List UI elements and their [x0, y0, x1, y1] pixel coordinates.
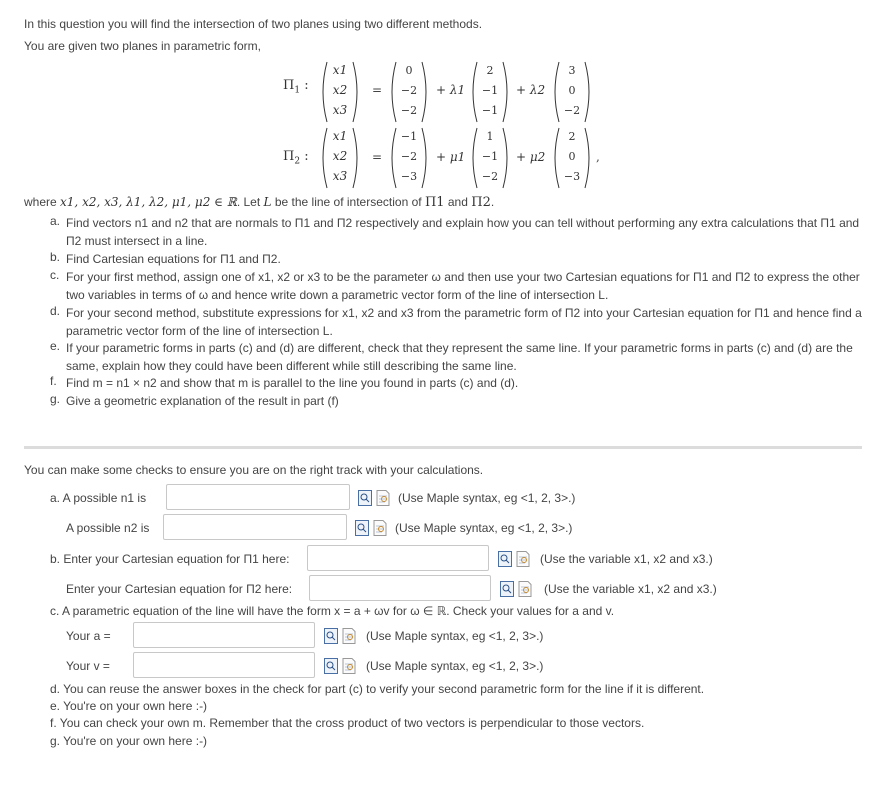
vec-entry: −1: [481, 104, 499, 117]
vec-entry: x1: [332, 63, 348, 77]
preview-icon[interactable]: [324, 658, 338, 674]
preview-icon[interactable]: [498, 551, 512, 567]
check-a-n1-label: a. A possible n1 is: [50, 491, 147, 505]
check-b-p1-label: b. Enter your Cartesian equation for Π1 here:: [50, 552, 290, 566]
p2-dir2-vector: [552, 127, 592, 189]
check-c-a-label: Your a =: [66, 629, 111, 643]
hint-maple-3: (Use Maple syntax, eg <1, 2, 3>.): [366, 629, 544, 643]
cartesian-2-input[interactable]: [309, 575, 491, 601]
check-e-text: e. You're on your own here :-): [50, 699, 208, 713]
part-g-label: g.: [50, 392, 61, 406]
where-line: where x1, x2, x3, λ1, λ2, μ1, μ2 ∈ ℝ. Let L be the line of intersection of Π1 and Π2.: [24, 195, 495, 210]
vec-entry: 2: [486, 64, 494, 77]
part-d-label: d.: [50, 304, 61, 318]
vec-entry: −3: [400, 170, 418, 183]
section-divider: [24, 446, 862, 449]
check-b-p2-label: Enter your Cartesian equation for Π2 here:: [66, 582, 293, 596]
vec-entry: x2: [332, 83, 348, 97]
part-c-text: For your first method, assign one of x1, x2 or x3 to be the parameter ω and then use your two Cartesian equations for Π1 and Π2 to express the other two variables in terms of ω and hence write down a parametric vector form of the line of intersection L.: [66, 270, 860, 302]
syntax-help-icon[interactable]: [373, 520, 387, 536]
part-f-text: Find m = n1 × n2 and show that m is parallel to the line you found in parts (c) and (d).: [66, 376, 519, 390]
equals-sign: =: [372, 150, 383, 164]
p1-x-vector: [320, 61, 360, 123]
p1-dir2-vector: [552, 61, 592, 123]
paren-shape: [552, 127, 592, 189]
p2-x-vector: [320, 127, 360, 189]
plane-2-label: $\Pi_2$ :: [283, 149, 309, 167]
part-e-text: If your parametric forms in parts (c) and (d) are different, check that they represent the same line. If your parametric forms in parts (c) and (d) are the same, explain how they could have been different while still describing the same line.: [66, 341, 853, 373]
preview-icon[interactable]: [500, 581, 514, 597]
equals-sign: =: [372, 83, 383, 97]
syntax-help-icon[interactable]: [516, 551, 530, 567]
paren-shape: [320, 127, 360, 189]
vec-entry: x1: [332, 129, 348, 143]
p2-param1: + μ1: [436, 150, 466, 164]
trailing-comma: ,: [596, 150, 600, 164]
vec-entry: −3: [563, 170, 581, 183]
hint-maple-4: (Use Maple syntax, eg <1, 2, 3>.): [366, 659, 544, 673]
part-a-text: Find vectors n1 and n2 that are normals to Π1 and Π2 respectively and explain how you can tell without performing any extra calculations that Π1 and Π2 must intersect in a line.: [66, 216, 860, 248]
part-a-label: a.: [50, 214, 61, 228]
hint-maple-1: (Use Maple syntax, eg <1, 2, 3>.): [398, 491, 576, 505]
part-b-text: Find Cartesian equations for Π1 and Π2.: [66, 252, 281, 266]
paren-shape: [552, 61, 592, 123]
paren-shape: [389, 61, 429, 123]
n2-input[interactable]: [163, 514, 347, 540]
checks-intro: You can make some checks to ensure you are on the right track with your calculations.: [24, 463, 484, 477]
n1-input[interactable]: [166, 484, 350, 510]
part-g-text: Give a geometric explanation of the result in part (f): [66, 394, 339, 408]
part-b-label: b.: [50, 250, 61, 264]
vec-entry: 3: [568, 64, 576, 77]
check-f-text: f. You can check your own m. Remember that the cross product of two vectors is perpendicular to those vectors.: [50, 716, 645, 730]
syntax-help-icon[interactable]: [342, 658, 356, 674]
p1-dir1-vector: [470, 61, 510, 123]
vec-entry: 0: [568, 84, 576, 97]
intro-line-1: In this question you will find the intersection of two planes using two different methods.: [24, 17, 483, 31]
vec-entry: −2: [400, 104, 418, 117]
vec-entry: x2: [332, 149, 348, 163]
vec-entry: −1: [481, 150, 499, 163]
vec-entry: −2: [400, 84, 418, 97]
v-vector-input[interactable]: [133, 652, 315, 678]
part-c-label: c.: [50, 268, 60, 282]
intro-line-2: You are given two planes in parametric form,: [24, 39, 262, 53]
cartesian-1-input[interactable]: [307, 545, 489, 571]
vec-entry: −1: [400, 130, 418, 143]
paren-shape: [389, 127, 429, 189]
preview-icon[interactable]: [358, 490, 372, 506]
check-d-text: d. You can reuse the answer boxes in the check for part (c) to verify your second parametric form for the line if it is different.: [50, 682, 705, 696]
preview-icon[interactable]: [355, 520, 369, 536]
vec-entry: −1: [481, 84, 499, 97]
vec-entry: x3: [332, 169, 348, 183]
p1-point-vector: [389, 61, 429, 123]
p1-param1: + λ1: [436, 83, 466, 97]
syntax-help-icon[interactable]: [518, 581, 532, 597]
hint-maple-2: (Use Maple syntax, eg <1, 2, 3>.): [395, 521, 573, 535]
vec-entry: 0: [405, 64, 413, 77]
p2-dir1-vector: [470, 127, 510, 189]
syntax-help-icon[interactable]: [376, 490, 390, 506]
vec-entry: −2: [400, 150, 418, 163]
p2-param2: + μ2: [516, 150, 546, 164]
part-e-label: e.: [50, 339, 61, 353]
paren-shape: [470, 61, 510, 123]
part-f-label: f.: [50, 374, 57, 388]
paren-shape: [320, 61, 360, 123]
vec-entry: −2: [481, 170, 499, 183]
check-g-text: g. You're on your own here :-): [50, 734, 208, 748]
check-c-v-label: Your v =: [66, 659, 110, 673]
paren-shape: [470, 127, 510, 189]
vec-entry: 2: [568, 130, 576, 143]
check-a-n2-label: A possible n2 is: [66, 521, 150, 535]
vec-entry: 1: [486, 130, 494, 143]
p1-param2: + λ2: [516, 83, 546, 97]
check-c-text: c. A parametric equation of the line will have the form x = a + ωv for ω ∈ ℝ. Check your values for a and v.: [50, 604, 615, 618]
plane-1-label: $\Pi_1$ :: [283, 78, 309, 96]
vec-entry: −2: [563, 104, 581, 117]
a-vector-input[interactable]: [133, 622, 315, 648]
syntax-help-icon[interactable]: [342, 628, 356, 644]
hint-var-2: (Use the variable x1, x2 and x3.): [544, 582, 717, 596]
part-d-text: For your second method, substitute expressions for x1, x2 and x3 from the parametric form of Π2 into your Cartesian equation for Π1 and hence find a parametric vector form of the line of intersection L.: [66, 306, 862, 338]
preview-icon[interactable]: [324, 628, 338, 644]
vec-entry: 0: [568, 150, 576, 163]
p2-point-vector: [389, 127, 429, 189]
vec-entry: x3: [332, 103, 348, 117]
hint-var-1: (Use the variable x1, x2 and x3.): [540, 552, 713, 566]
